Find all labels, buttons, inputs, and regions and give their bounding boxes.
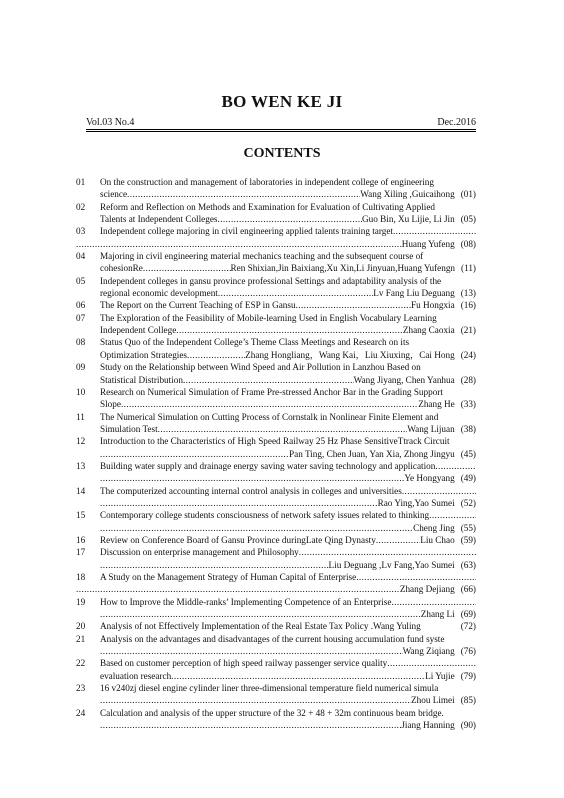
toc-line: [76, 620, 476, 632]
entry-authors: Guo Bin, Xu Lijie, Li Jin: [362, 214, 455, 225]
toc-line: [76, 349, 476, 361]
toc-entry[interactable]: [76, 485, 476, 510]
toc-line: [76, 682, 476, 694]
toc-line: [76, 497, 476, 509]
entry-authors: Wang Xiling ,Guicaihong: [360, 189, 455, 200]
toc-line: [76, 448, 476, 460]
toc-entry[interactable]: [76, 176, 476, 201]
dot-leader: [76, 583, 400, 595]
entry-page-number: (79): [460, 670, 476, 681]
entry-title-text: cohesionRe: [100, 263, 143, 274]
toc-line: [76, 546, 476, 558]
entry-page-number: (08): [460, 238, 476, 249]
toc-line: [76, 670, 476, 682]
toc-line: [76, 287, 476, 299]
entry-authors: Jiang Hanning: [401, 720, 455, 731]
entry-title-text: Calculation and analysis of the upper structure of the 32 + 48 + 32m continuous beam bridge.: [100, 707, 444, 718]
dot-leader: [100, 559, 329, 571]
dot-leader: [435, 460, 476, 472]
toc-line: [76, 460, 476, 472]
header-rule: [86, 131, 476, 132]
toc-entry[interactable]: [76, 682, 476, 707]
entry-number: 23: [76, 683, 86, 694]
table-of-contents: [76, 176, 476, 731]
entry-title-text: Statistical Distribution: [100, 374, 183, 385]
entry-title-text: evaluation research: [100, 670, 172, 681]
dot-leader: [171, 670, 425, 682]
entry-title-text: Independent college majoring in civil engineering applied talents training target: [100, 226, 393, 237]
toc-line: [76, 583, 476, 595]
dot-leader: [187, 349, 245, 361]
toc-line: [76, 361, 476, 373]
entry-title-text: A Study on the Management Strategy of Human Capital of Enterprise: [100, 572, 357, 582]
entry-authors: Zhou Limei: [411, 695, 455, 706]
entry-authors: Wang Ziqiang: [402, 646, 455, 657]
entry-authors: Zhang Dejiang: [399, 584, 455, 595]
entry-number: 22: [76, 658, 86, 669]
toc-line: [76, 176, 476, 188]
entry-title-text: Analysis on the advantages and disadvantages of the current housing accumulation fund syste: [100, 633, 445, 644]
entry-authors: Ren Shixian,Jin Baixiang,Xu Xin,Li Jinyuan,Huang Yufengn: [230, 263, 456, 274]
entry-authors: Zhang Li: [420, 609, 455, 620]
toc-line: [76, 485, 476, 497]
entry-authors: Cheng Jing: [413, 522, 455, 533]
entry-page-number: (16): [460, 300, 476, 311]
entry-number: 03: [76, 226, 86, 237]
entry-authors: Liu Deguang ,Lv Fang,Yao Sumei: [328, 559, 455, 570]
toc-entry[interactable]: [76, 250, 476, 275]
dot-leader: [100, 522, 413, 534]
entry-number: 09: [76, 362, 86, 373]
entry-title-text: Slope: [100, 399, 121, 410]
dot-leader: [121, 398, 418, 410]
entry-authors: Zhang Caoxia: [402, 325, 455, 336]
entry-number: 13: [76, 460, 86, 471]
entry-page-number: (21): [460, 325, 476, 336]
dot-leader: [127, 188, 360, 200]
toc-line: [76, 509, 476, 521]
entry-page-number: (49): [460, 473, 476, 484]
entry-page-number: (52): [460, 497, 476, 508]
entry-authors: Lv Fang Liu Deguang: [373, 288, 455, 299]
entry-page-number: (72): [460, 621, 476, 632]
dot-leader: [100, 608, 421, 620]
entry-page-number: (24): [460, 349, 476, 360]
dot-leader: [100, 694, 411, 706]
toc-line: [76, 213, 476, 225]
toc-entry[interactable]: [76, 620, 476, 632]
entry-authors: Li Yujie: [425, 670, 455, 681]
entry-authors: Wang Lijuan: [407, 423, 455, 434]
toc-line: [76, 312, 476, 324]
toc-line: [76, 238, 476, 250]
entry-title-text: Discussion on enterprise management and Philosophy: [100, 547, 299, 558]
dot-leader: [376, 534, 420, 546]
entry-number: 17: [76, 547, 86, 558]
dot-leader: [393, 225, 476, 237]
dot-leader: [429, 509, 476, 521]
toc-entry[interactable]: [76, 534, 476, 546]
toc-line: [76, 201, 476, 213]
toc-line: [76, 386, 476, 398]
entry-page-number: (01): [460, 189, 476, 200]
toc-line: [76, 596, 476, 608]
entry-authors: Zhang He: [418, 399, 455, 410]
dot-leader: [387, 657, 476, 669]
dot-leader: [217, 213, 362, 225]
dot-leader: [100, 497, 378, 509]
toc-entry[interactable]: [76, 312, 476, 337]
entry-page-number: (38): [460, 423, 476, 434]
entry-title-text: How to Improve the Middle-ranks’ Implementing Competence of an Enterprise: [100, 596, 392, 607]
dot-leader: [391, 596, 476, 608]
entry-title-text: Building water supply and drainage energy saving water saving technology and application: [100, 460, 436, 471]
entry-title-text: Research on Numerical Simulation of Frame Pre-stressed Anchor Bar in the Grading Support: [100, 386, 443, 397]
entry-title-text: Analysis of not Effectively Implementation of the Real Estate Tax Policy .Wang Yuling: [100, 621, 421, 632]
toc-entry[interactable]: [76, 509, 476, 534]
entry-authors: Ye Hongyang: [404, 473, 455, 484]
entry-page-number: (59): [460, 534, 476, 545]
toc-line: [76, 275, 476, 287]
volume-number: Vol.03 No.4: [86, 117, 135, 128]
entry-number: 02: [76, 201, 86, 212]
entry-number: 20: [76, 621, 86, 632]
entry-title-text: Reform and Reflection on Methods and Examination for Evaluation of Cultivating Applied: [100, 201, 436, 212]
toc-entry[interactable]: [76, 633, 476, 658]
toc-line: [76, 336, 476, 348]
entry-title-text: Study on the Relationship between Wind Speed and Air Pollution in Lanzhou Based on: [100, 362, 421, 373]
contents-heading: CONTENTS: [243, 146, 321, 161]
toc-entry[interactable]: [76, 201, 476, 226]
toc-entry[interactable]: [76, 411, 476, 436]
dot-leader: [356, 571, 476, 583]
entry-authors: Wang Jiyang, Chen Yanhua: [353, 374, 455, 385]
entry-page-number: (85): [460, 695, 476, 706]
entry-page-number: (11): [461, 263, 476, 274]
toc-entry[interactable]: [76, 707, 476, 732]
toc-entry[interactable]: [76, 435, 476, 460]
entry-authors: Huang Yufeng: [401, 238, 455, 249]
entry-title-text: Optimization Strategies: [100, 349, 188, 360]
entry-authors: Zhang Hongliang，Wang Kai，Liu Xiuxing，Cai Hong: [245, 349, 455, 360]
entry-number: 19: [76, 596, 86, 607]
entry-number: 14: [76, 485, 86, 496]
entry-page-number: (66): [460, 584, 476, 595]
entry-page-number: (90): [460, 720, 476, 731]
entry-number: 05: [76, 275, 86, 286]
entry-page-number: (55): [460, 522, 476, 533]
toc-entry[interactable]: [76, 299, 476, 311]
toc-entry[interactable]: [76, 596, 476, 621]
dot-leader: [218, 287, 373, 299]
dot-leader: [76, 238, 402, 250]
toc-entry[interactable]: [76, 460, 476, 485]
dot-leader: [100, 719, 401, 731]
entry-title-text: The Report on the Current Teaching of ESP in Gansu: [100, 300, 296, 311]
entry-number: 12: [76, 436, 86, 447]
toc-line: [76, 250, 476, 262]
toc-entry[interactable]: [76, 546, 476, 571]
dot-leader: [143, 262, 231, 274]
entry-page-number: (28): [460, 374, 476, 385]
entry-number: 04: [76, 251, 86, 262]
entry-page-number: (63): [460, 559, 476, 570]
entry-title-text: Talents at Independent Colleges: [100, 214, 218, 225]
toc-line: [76, 522, 476, 534]
entry-title-text: 16 v240zj diesel engine cylinder liner three-dimensional temperature field numerical simula: [100, 683, 439, 694]
dot-leader: [100, 448, 289, 460]
entry-number: 10: [76, 386, 86, 397]
toc-entry[interactable]: [76, 571, 476, 596]
dot-leader: [402, 485, 476, 497]
dot-leader: [158, 423, 408, 435]
dot-leader: [183, 374, 354, 386]
entry-title-text: regional economic development: [100, 288, 218, 299]
toc-line: [76, 645, 476, 657]
entry-title-text: On the construction and management of laboratories in independent college of engineering: [100, 177, 434, 187]
toc-line: [76, 423, 476, 435]
issue-date: Dec.2016: [437, 117, 476, 128]
entry-number: 15: [76, 510, 86, 521]
toc-line: [76, 398, 476, 410]
entry-number: 24: [76, 707, 86, 718]
entry-title-text: Independent colleges in gansu province professional Settings and adaptability analysis of the: [100, 275, 442, 286]
entry-title-text: The Numerical Simulation on Cutting Process of Cornstalk in Nonlinear Finite Element and: [100, 411, 439, 422]
entry-title-text: Contemporary college students consciousness of network safety issues related to thinking: [100, 510, 430, 521]
toc-entry[interactable]: [76, 225, 476, 250]
entry-title-text: Simulation Test: [100, 423, 158, 434]
toc-entry[interactable]: [76, 361, 476, 386]
toc-line: [76, 262, 476, 274]
entry-title-text: Majoring in civil engineering material mechanics teaching and the subsequent course of: [100, 251, 424, 262]
entry-title-text: Independent College: [100, 325, 177, 336]
entry-title-text: Based on customer perception of high speed railway passenger service quality: [100, 658, 388, 669]
toc-line: [76, 411, 476, 423]
entry-number: 07: [76, 312, 86, 323]
entry-page-number: (76): [460, 646, 476, 657]
entry-authors: Rao Ying,Yao Sumei: [377, 497, 455, 508]
toc-entry[interactable]: [76, 336, 476, 361]
toc-line: [76, 559, 476, 571]
entry-number: 11: [76, 411, 85, 422]
entry-title-text: The Exploration of the Feasibility of Mobile-learning Used in English Vocabulary Learning: [100, 312, 437, 323]
entry-title-text: The computerized accounting internal control analysis in colleges and universities: [100, 485, 402, 496]
toc-line: [76, 633, 476, 645]
entry-authors: Pan Ting, Chen Juan, Yan Xia, Zhong Jingyu: [289, 448, 455, 459]
entry-authors: Liu Chao: [420, 534, 455, 545]
toc-line: [76, 657, 476, 669]
toc-line: [76, 324, 476, 336]
toc-line: [76, 534, 476, 546]
entry-number: 08: [76, 337, 86, 348]
entry-page-number: (33): [460, 399, 476, 410]
toc-entry[interactable]: [76, 657, 476, 682]
dot-leader: [176, 324, 403, 336]
toc-entry[interactable]: [76, 275, 476, 300]
toc-line: [76, 188, 476, 200]
entry-number: 21: [76, 633, 86, 644]
entry-title-text: science: [100, 189, 128, 200]
entry-page-number: (13): [460, 288, 476, 299]
dot-leader: [100, 645, 403, 657]
toc-line: [76, 435, 476, 447]
toc-line: [76, 571, 476, 583]
toc-line: [76, 694, 476, 706]
toc-line: [76, 719, 476, 731]
toc-line: [76, 299, 476, 311]
dot-leader: [299, 546, 476, 558]
entry-page-number: (05): [460, 214, 476, 225]
entry-authors: Fu Hongxia: [411, 300, 455, 311]
toc-line: [76, 374, 476, 386]
entry-title-text: Introduction to the Characteristics of High Speed Railway 25 Hz Phase SensitiveTtrack Circuit: [100, 436, 450, 447]
entry-number: 18: [76, 572, 86, 582]
toc-line: [76, 472, 476, 484]
entry-page-number: (69): [460, 609, 476, 620]
entry-title-text: Review on Conference Board of Gansu Province duringLate Qing Dynasty: [100, 534, 376, 545]
dot-leader: [100, 472, 404, 484]
entry-page-number: (45): [460, 448, 476, 459]
entry-number: 01: [76, 177, 86, 187]
entry-title-text: Status Quo of the Independent College’s Theme Class Meetings and Research on its: [100, 337, 410, 348]
dot-leader: [296, 299, 411, 311]
toc-line: [76, 225, 476, 237]
toc-line: [76, 608, 476, 620]
journal-title: BO WEN KE JI: [221, 92, 343, 111]
toc-line: [76, 707, 476, 719]
entry-number: 16: [76, 534, 86, 545]
volume-bar: [86, 117, 476, 130]
entry-number: 06: [76, 300, 86, 311]
toc-entry[interactable]: [76, 386, 476, 411]
